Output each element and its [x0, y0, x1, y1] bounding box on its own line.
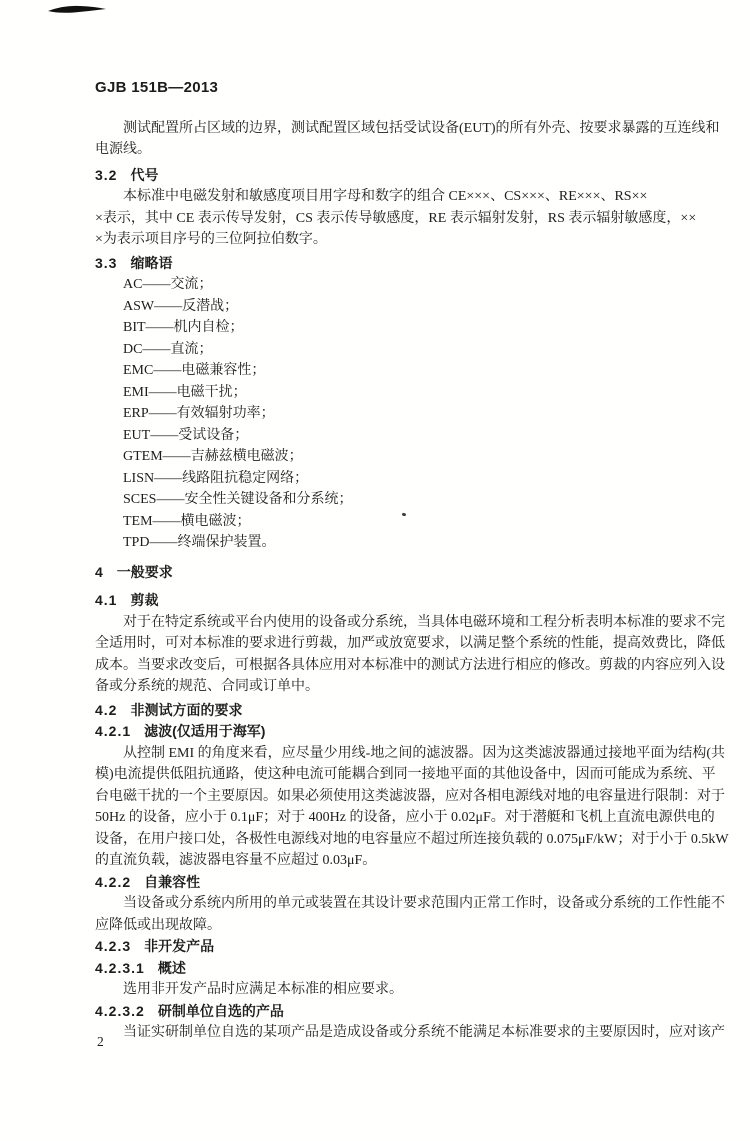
document-content	[95, 77, 729, 1044]
section-4-2-2-body	[95, 893, 725, 936]
section-title: 自兼容性	[144, 873, 201, 890]
section-3-2-body	[95, 186, 713, 251]
paragraph-line: 备或分系统的规范、合同或订单中。	[95, 679, 319, 694]
section-heading-4-2	[95, 700, 713, 722]
section-number: 4.2.3.1	[95, 959, 145, 976]
paragraph-line: 50Hz 的设备，应小于 0.1μF；对于 400Hz 的设备，应小于 0.02μF。对于潜艇和飞机上直流电源供电的	[95, 810, 715, 825]
abbreviation-item: SCES——安全性关键设备和分系统；	[123, 492, 353, 507]
abbreviation-item: EMC——电磁兼容性；	[123, 363, 266, 378]
paragraph-line: 设备，在用户接口处，各极性电源线对地的电容量应不超过所连接负载的 0.075μF/kW；对于小于 0.5kW	[95, 831, 729, 847]
section-heading-4-2-2	[95, 872, 713, 894]
page-number: 2	[97, 1034, 104, 1049]
section-4-2-3-2-body	[95, 1022, 725, 1044]
section-heading-4-2-1	[95, 721, 713, 743]
section-number: 3.3	[95, 254, 118, 271]
paragraph-line: 电源线。	[95, 142, 151, 157]
scan-artifact-mark	[46, 3, 108, 22]
section-heading-4-2-3-1	[95, 958, 713, 980]
section-number: 4.2.3	[95, 938, 132, 954]
abbreviation-item: DC——直流；	[123, 341, 213, 357]
paragraph-line: 应降低或出现故障。	[95, 917, 221, 933]
section-4-2-1-body	[95, 743, 729, 872]
section-heading-4-1	[95, 590, 713, 612]
section-4-1-body	[95, 612, 725, 698]
paragraph-line: 成本。当要求改变后，可根据各具体应用对本标准中的测试方法进行相应的修改。剪裁的内容应列入设	[95, 657, 725, 673]
section-number: 4.2.3.2	[95, 1002, 145, 1019]
abbreviation-item: BIT——机内自检；	[123, 320, 244, 335]
section-title: 研制单位自选的产品	[157, 1002, 284, 1019]
paragraph-line: 从控制 EMI 的角度来看，应尽量少用线-地之间的滤波器。因为这类滤波器通过接地平面为结构(共	[123, 745, 725, 761]
paragraph-line: 的直流负载，滤波器电容量不应超过 0.03μF。	[95, 853, 377, 868]
section-heading-4-2-3-2	[95, 1001, 713, 1023]
section-4-2-3-1-body	[95, 979, 713, 1001]
section-number: 4.1	[95, 592, 118, 608]
abbreviation-item: ERP——有效辐射功率；	[123, 406, 275, 421]
section-heading-4	[95, 562, 713, 584]
document-number: GJB 151B—2013	[95, 79, 219, 96]
section-number: 4.2	[95, 701, 118, 718]
paragraph-line: ×为表示项目序号的三位阿拉伯数字。	[95, 232, 327, 247]
section-number: 3.2	[95, 166, 118, 183]
section-title: 一般要求	[116, 563, 173, 580]
abbreviation-item: TPD——终端保护装置。	[123, 535, 276, 550]
abbreviation-item: LISN——线路阻抗稳定网络；	[123, 470, 309, 486]
section-title: 概述	[157, 959, 186, 976]
paragraph-line: 当设备或分系统内所用的单元或装置在其设计要求范围内正常工作时，设备或分系统的工作性能不	[123, 896, 725, 911]
abbreviation-item: GTEM——吉赫兹横电磁波；	[123, 449, 303, 464]
abbreviation-item: AC——交流；	[123, 277, 213, 292]
abbreviation-item: TEM——横电磁波；	[123, 513, 251, 529]
section-title: 非开发产品	[144, 938, 215, 954]
section-number: 4	[95, 563, 104, 580]
section-number: 4.2.1	[95, 723, 132, 739]
paragraph-line: 台电磁干扰的一个主要原因。如果必须使用这类滤波器，应对各相电源线对地的电容量进行限制：对于	[95, 788, 725, 804]
section-title: 代号	[130, 166, 159, 183]
paragraph-line: 全适用时，可对本标准的要求进行剪裁，加严或放宽要求，以满足整个系统的性能，提高效费比，降低	[95, 636, 725, 651]
section-title: 缩略语	[130, 254, 173, 271]
section-title: 剪裁	[130, 592, 159, 608]
paragraph-line: 当证实研制单位自选的某项产品是造成设备或分系统不能满足本标准要求的主要原因时，应对该产	[123, 1025, 725, 1040]
section-number: 4.2.2	[95, 873, 132, 890]
section-heading-3-3	[95, 253, 713, 275]
paragraph-line: 选用非开发产品时应满足本标准的相应要求。	[123, 982, 403, 997]
abbreviation-item: ASW——反潜战；	[123, 298, 239, 314]
section-heading-3-2	[95, 165, 713, 187]
abbreviation-item: EMI——电磁干扰；	[123, 384, 247, 400]
paragraph-line: 对于在特定系统或平台内使用的设备或分系统，当具体电磁环境和工程分析表明本标准的要求不完	[123, 614, 725, 630]
abbreviation-list	[95, 274, 713, 554]
paragraph-line: ×表示，其中 CE 表示传导发射，CS 表示传导敏感度，RE 表示辐射发射，RS 表示辐射敏感度，××	[95, 210, 697, 226]
intro-paragraph	[95, 118, 720, 161]
paragraph-line: 模)电流提供低阻抗通路，使这种电流可能耦合到同一接地平面的其他设备中，因而可能成为系统、平	[95, 767, 716, 782]
abbreviation-item: EUT——受试设备；	[123, 427, 249, 443]
paragraph-line: 本标准中电磁发射和敏感度项目用字母和数字的组合 CE×××、CS×××、RE×××、RS××	[123, 189, 648, 204]
paragraph-line: 测试配置所占区域的边界，测试配置区域包括受试设备(EUT)的所有外壳、按要求暴露的互连线和	[123, 120, 720, 136]
section-heading-4-2-3	[95, 936, 713, 958]
section-title: 滤波(仅适用于海军)	[144, 723, 266, 739]
section-title: 非测试方面的要求	[130, 701, 243, 718]
